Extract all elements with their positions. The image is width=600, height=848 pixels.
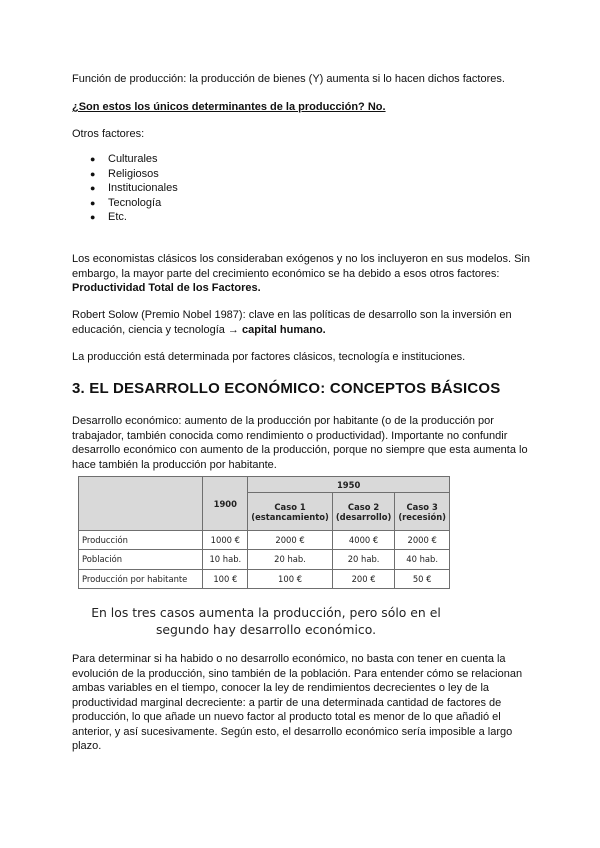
solow-paragraph: Robert Solow (Premio Nobel 1987): clave en las políticas de desarrollo son la inversión en educación, ciencia y tecnología → capital humano. bbox=[72, 309, 512, 336]
table-caption: En los tres casos aumenta la producción, pero sólo en el segundo hay desarrollo económico. bbox=[91, 605, 441, 637]
production-determinants-paragraph: La producción está determinada por factores clásicos, tecnología e instituciones. bbox=[72, 351, 466, 363]
table-header-case-3: Caso 3 (recesión) bbox=[395, 493, 450, 531]
development-definition-paragraph: Desarrollo económico: aumento de la producción por habitante (o de la producción por trabajador, también conocida como rendimiento o productividad). Importante no confundir desarrollo económico con aumento de la producción, porque no siempre que esta aumenta lo hace también la producción por habitante. bbox=[72, 415, 528, 471]
development-cases-table bbox=[78, 476, 450, 589]
other-factors-label: Otros factores: bbox=[72, 128, 145, 140]
bullet-icon: ● bbox=[90, 212, 96, 222]
bullet-icon: ● bbox=[90, 168, 96, 179]
table-header-case-2: Caso 2 (desarrollo) bbox=[332, 493, 394, 531]
classical-economists-paragraph: Los economistas clásicos los consideraban exógenos y no los incluyeron en sus modelos. Sin embargo, la mayor parte del crecimiento económico se ha debido a esos otros factores: Productividad Total de los Factores. bbox=[72, 253, 530, 294]
factors-list bbox=[90, 152, 178, 225]
list-item: ● Tecnología bbox=[90, 196, 162, 209]
list-item: ● Institucionales bbox=[90, 182, 178, 194]
diminishing-returns-paragraph: Para determinar si ha habido o no desarrollo económico, no basta con tener en cuenta la evolución de la producción, sino también de la población. Para entender cómo se relacionan ambas variables en el tiempo, conocer la ley de rendimientos decrecientes o ley de la productividad marginal decreciente: a partir de una determinada cantidad de factores de producción, lo que añade un nuevo factor al producto total es menor de lo que añadió el anterior, y así sucesivamente. Según esto, el desarrollo económico sería imposible a largo plazo. bbox=[72, 653, 523, 752]
list-item: ● Religiosos bbox=[90, 167, 159, 180]
development-cases-table-figure bbox=[78, 476, 450, 589]
bullet-icon: ● bbox=[90, 183, 96, 193]
section-heading: 3. EL DESARROLLO ECONÓMICO: CONCEPTOS BÁSICOS bbox=[72, 380, 501, 397]
table-corner-cell bbox=[79, 477, 203, 531]
question-heading: ¿Son estos los únicos determinantes de la producción? No. bbox=[72, 101, 386, 113]
table-row: Población 10 hab. 20 hab. 20 hab. 40 hab. bbox=[79, 550, 450, 569]
table-header-case-1: Caso 1 (estancamiento) bbox=[248, 493, 333, 531]
bullet-icon: ● bbox=[90, 197, 96, 208]
table-header-1900: 1900 bbox=[203, 477, 248, 531]
capital-humano-bold: capital humano. bbox=[242, 323, 326, 336]
bullet-icon: ● bbox=[90, 154, 96, 164]
table-row: Producción 1000 € 2000 € 4000 € 2000 € bbox=[79, 531, 450, 550]
intro-paragraph: Función de producción: la producción de bienes (Y) aumenta si lo hacen dichos factores. bbox=[72, 73, 505, 85]
table-row: Producción por habitante 100 € 100 € 200 € 50 € bbox=[79, 569, 450, 588]
ptf-bold: Productividad Total de los Factores. bbox=[72, 282, 261, 294]
list-item: ● Culturales bbox=[90, 153, 158, 165]
table-header-1950: 1950 bbox=[248, 477, 450, 493]
list-item: ● Etc. bbox=[90, 211, 127, 223]
